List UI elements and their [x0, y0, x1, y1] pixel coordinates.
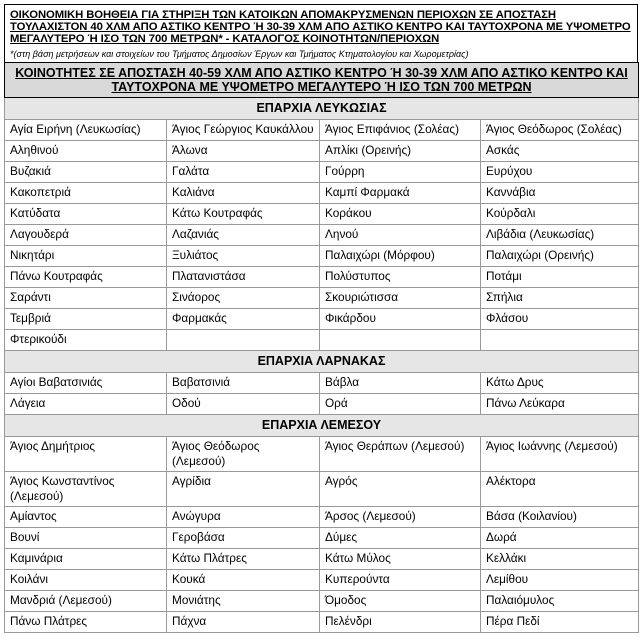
community-cell: Σινάορος	[167, 288, 320, 309]
communities-table	[4, 62, 639, 633]
community-cell: Αλέκτορα	[481, 472, 639, 507]
community-cell: Αγρός	[320, 472, 481, 507]
community-cell: Βυζακιά	[5, 162, 167, 183]
community-cell: Κακοπετριά	[5, 183, 167, 204]
community-cell: Απλίκι (Ορεινής)	[320, 141, 481, 162]
table-row	[5, 204, 639, 225]
community-cell: Ορά	[320, 394, 481, 415]
community-cell: Κάτω Κουτραφάς	[167, 204, 320, 225]
table-row	[5, 472, 639, 507]
community-cell: Ληνού	[320, 225, 481, 246]
community-cell: Γούρρη	[320, 162, 481, 183]
community-cell: Άγιος Επιφάνιος (Σολέας)	[320, 120, 481, 141]
community-cell: Κούρδαλι	[481, 204, 639, 225]
community-cell: Λαγουδερά	[5, 225, 167, 246]
community-cell: Κουκά	[167, 570, 320, 591]
community-cell: Κυπερούντα	[320, 570, 481, 591]
district-heading: ΕΠΑΡΧΙΑ ΛΑΡΝΑΚΑΣ	[5, 351, 639, 373]
community-cell: Κελλάκι	[481, 549, 639, 570]
community-cell: Λάγεια	[5, 394, 167, 415]
community-cell: Πελένδρι	[320, 612, 481, 633]
table-row	[5, 528, 639, 549]
district-header-row	[5, 415, 639, 437]
community-cell: Πάνω Κουτραφάς	[5, 267, 167, 288]
community-cell: Αληθινού	[5, 141, 167, 162]
community-cell: Πλατανιστάσα	[167, 267, 320, 288]
community-cell: Φλάσου	[481, 309, 639, 330]
community-cell: Άγιος Δημήτριος	[5, 437, 167, 472]
community-cell: Φαρμακάς	[167, 309, 320, 330]
table-row	[5, 141, 639, 162]
community-cell: Νικητάρι	[5, 246, 167, 267]
community-cell: Άγιος Θεόδωρος (Σολέας)	[481, 120, 639, 141]
district-header-row	[5, 98, 639, 120]
community-cell: Άγιος Θεόδωρος (Λεμεσού)	[167, 437, 320, 472]
community-cell	[167, 330, 320, 351]
community-cell: Όμοδος	[320, 591, 481, 612]
community-cell: Κοιλάνι	[5, 570, 167, 591]
community-cell: Ποτάμι	[481, 267, 639, 288]
table-row	[5, 246, 639, 267]
district-heading: ΕΠΑΡΧΙΑ ΛΕΥΚΩΣΙΑΣ	[5, 98, 639, 120]
table-row	[5, 549, 639, 570]
community-cell: Άρσος (Λεμεσού)	[320, 507, 481, 528]
community-cell: Καμπί Φαρμακά	[320, 183, 481, 204]
table-row	[5, 330, 639, 351]
document-header	[4, 4, 638, 62]
community-cell: Φτερικούδι	[5, 330, 167, 351]
community-cell: Πέρα Πεδί	[481, 612, 639, 633]
community-cell: Κατύδατα	[5, 204, 167, 225]
community-cell: Άγιος Θεράπων (Λεμεσού)	[320, 437, 481, 472]
table-row	[5, 437, 639, 472]
community-cell: Λεμίθου	[481, 570, 639, 591]
table-row	[5, 591, 639, 612]
community-cell: Άλωνα	[167, 141, 320, 162]
community-cell: Κάτω Πλάτρες	[167, 549, 320, 570]
community-cell	[481, 330, 639, 351]
table-row	[5, 507, 639, 528]
community-cell: Καννάβια	[481, 183, 639, 204]
community-cell: Παλαιχώρι (Ορεινής)	[481, 246, 639, 267]
community-cell	[320, 330, 481, 351]
community-cell: Φικάρδου	[320, 309, 481, 330]
community-cell: Παλαιόμυλος	[481, 591, 639, 612]
community-cell: Άγιος Κωνσταντίνος (Λεμεσού)	[5, 472, 167, 507]
community-cell: Πάνω Λεύκαρα	[481, 394, 639, 415]
community-cell: Σπήλια	[481, 288, 639, 309]
community-cell: Μανδριά (Λεμεσού)	[5, 591, 167, 612]
table-row	[5, 183, 639, 204]
district-header-row	[5, 351, 639, 373]
community-cell: Οδού	[167, 394, 320, 415]
table-row	[5, 267, 639, 288]
community-cell: Παλαιχώρι (Μόρφου)	[320, 246, 481, 267]
community-cell: Λιβάδια (Λευκωσίας)	[481, 225, 639, 246]
table-row	[5, 612, 639, 633]
community-cell: Βουνί	[5, 528, 167, 549]
community-cell: Καλιάνα	[167, 183, 320, 204]
source-note: *(στη βάση μετρήσεων και στοιχείων του Τμήματος Δημοσίων Έργων και Τμήματος Κτηματολογίου και Χωρομετρίας)	[10, 49, 469, 59]
table-subtitle: ΚΟΙΝΟΤΗΤΕΣ ΣΕ ΑΠΟΣΤΑΣΗ 40-59 ΧΛΜ ΑΠΟ ΑΣΤΙΚΟ ΚΕΝΤΡΟ Ή 30-39 ΧΛΜ ΑΠΟ ΑΣΤΙΚΟ ΚΕΝΤΡΟ ΚΑΙ ΤΑΥΤΟΧΡΟΝΑ ΜΕ ΥΨΟΜΕΤΡΟ ΜΕΓΑΛΥΤΕΡΟ Ή ΙΣΟ ΤΩΝ 700 ΜΕΤΡΩΝ	[5, 63, 639, 98]
table-row	[5, 309, 639, 330]
community-cell: Αγίοι Βαβατσινιάς	[5, 373, 167, 394]
community-cell: Αγία Ειρήνη (Λευκωσίας)	[5, 120, 167, 141]
community-cell: Ξυλιάτος	[167, 246, 320, 267]
community-cell: Μονιάτης	[167, 591, 320, 612]
community-cell: Σαράντι	[5, 288, 167, 309]
community-cell: Άγιος Γεώργιος Καυκάλλου	[167, 120, 320, 141]
community-cell: Ευρύχου	[481, 162, 639, 183]
document-page	[4, 4, 638, 633]
community-cell: Αγρίδια	[167, 472, 320, 507]
community-cell: Κάτω Δρυς	[481, 373, 639, 394]
community-cell: Βάβλα	[320, 373, 481, 394]
community-cell: Άγιος Ιωάννης (Λεμεσού)	[481, 437, 639, 472]
community-cell: Λαζανιάς	[167, 225, 320, 246]
table-row	[5, 162, 639, 183]
table-row	[5, 570, 639, 591]
community-cell: Βαβατσινιά	[167, 373, 320, 394]
community-cell: Κοράκου	[320, 204, 481, 225]
community-cell: Πάχνα	[167, 612, 320, 633]
community-cell: Κάτω Μύλος	[320, 549, 481, 570]
community-cell: Σκουριώτισσα	[320, 288, 481, 309]
community-cell: Καμινάρια	[5, 549, 167, 570]
community-cell: Γαλάτα	[167, 162, 320, 183]
table-row	[5, 288, 639, 309]
community-cell: Ανώγυρα	[167, 507, 320, 528]
table-row	[5, 225, 639, 246]
community-cell: Γεροβάσα	[167, 528, 320, 549]
document-title: ΟΙΚΟΝΟΜΙΚΗ ΒΟΗΘΕΙΑ ΓΙΑ ΣΤΗΡΙΞΗ ΤΩΝ ΚΑΤΟΙΚΩΝ ΑΠΟΜΑΚΡΥΣΜΕΝΩΝ ΠΕΡΙΟΧΩΝ ΣΕ ΑΠΟΣΤΑΣΗ ΤΟΥΛΑΧΙΣΤΟΝ 40 ΧΛΜ ΑΠΟ ΑΣΤΙΚΟ ΚΕΝΤΡΟ Ή 30-39 ΧΛΜ ΑΠΟ ΑΣΤΙΚΟ ΚΕΝΤΡΟ ΚΑΙ ΤΑΥΤΟΧΡΟΝΑ ΜΕ ΥΨΟΜΕΤΡΟ ΜΕΓΑΛΥΤΕΡΟ Ή ΙΣΟ ΤΩΝ 700 ΜΕΤΡΩΝ* - ΚΑΤΑΛΟΓΟΣ ΚΟΙΝΟΤΗΤΩΝ/ΠΕΡΙΟΧΩΝ	[10, 9, 631, 45]
community-cell: Δύμες	[320, 528, 481, 549]
community-cell: Τεμβριά	[5, 309, 167, 330]
community-cell: Πολύστυπος	[320, 267, 481, 288]
community-cell: Βάσα (Κοιλανίου)	[481, 507, 639, 528]
community-cell: Αμίαντος	[5, 507, 167, 528]
community-cell: Πάνω Πλάτρες	[5, 612, 167, 633]
table-row	[5, 120, 639, 141]
table-row	[5, 373, 639, 394]
table-row	[5, 394, 639, 415]
community-cell: Ασκάς	[481, 141, 639, 162]
district-heading: ΕΠΑΡΧΙΑ ΛΕΜΕΣΟΥ	[5, 415, 639, 437]
community-cell: Δωρά	[481, 528, 639, 549]
